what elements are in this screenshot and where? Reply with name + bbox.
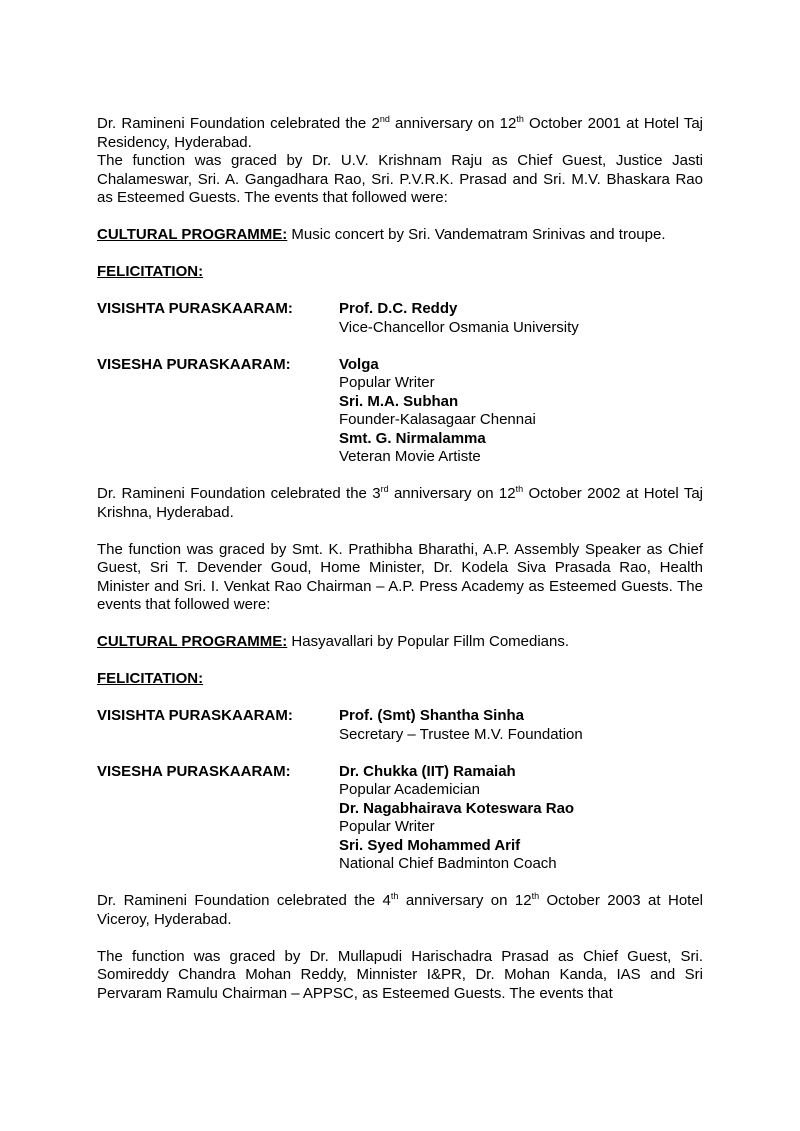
awardee-role: Secretary – Trustee M.V. Foundation [339,725,583,743]
awardee-name: Prof. (Smt) Shantha Sinha [339,707,525,724]
section1-visishta: VISISHTA PURASKAARAM: Prof. D.C. Reddy Vice-Chancellor Osmania University [97,300,703,337]
awardee-name: Dr. Nagabhairava Koteswara Rao [339,799,575,817]
section1-visesha: VISESHA PURASKAARAM: Volga Popular Writer Sri. M.A. Subhan Founder-Kalasagaar Chennai Smt. G. Nirmalamma Veteran Movie Artiste [97,356,703,467]
section2-visesha: VISESHA PURASKAARAM: Dr. Chukka (IIT) Ramaiah Popular Academician Dr. Nagabhairava Koteswara Rao Popular Writer Sri. Syed Mohammed Arif National Chief Badminton Coach [97,763,703,874]
awardee-role: Popular Academician [339,781,480,798]
awardee-role: Popular Writer [339,818,435,835]
section2-function: The function was graced by Smt. K. Prathibha Bharathi, A.P. Assembly Speaker as Chief Guest, Sri T. Devender Goud, Home Minister, Dr. Kodela Siva Prasada Rao, Health Minister and Sri. I. Venkat Rao Chairman – A.P. Press Academy as Esteemed Guests. The events that followed were: [97,540,703,613]
awardee-name: Dr. Chukka (IIT) Ramaiah [339,762,516,780]
cultural-heading: CULTURAL PROGRAMME: [97,633,288,650]
awardee-role: Popular Writer [339,374,435,391]
section2-felicitation: FELICITATION: [97,670,204,687]
section1-intro: Dr. Ramineni Foundation celebrated the 2nd anniversary on 12th October 2001 at Hotel Taj Residency, Hyderabad. [97,114,704,151]
section2-cultural: CULTURAL PROGRAMME: Hasyavallari by Popular Fillm Comedians. [97,633,570,650]
awardee-name: Volga [339,355,379,373]
awardee-role: National Chief Badminton Coach [339,855,557,872]
awardee-role: Veteran Movie Artiste [339,448,481,465]
awardee-name: Smt. G. Nirmalamma [339,429,486,447]
awardee-name: Sri. Syed Mohammed Arif [339,836,521,854]
section2-visishta: VISISHTA PURASKAARAM: Prof. (Smt) Shantha Sinha Secretary – Trustee M.V. Foundation [97,707,703,744]
awardee-name: Prof. D.C. Reddy [339,300,458,317]
section2-intro: Dr. Ramineni Foundation celebrated the 3rd anniversary on 12th October 2002 at Hotel Taj Krishna, Hyderabad. [97,484,704,521]
section1-function: The function was graced by Dr. U.V. Krishnam Raju as Chief Guest, Justice Jasti Chalameswar, Sri. A. Gangadhara Rao, Sri. P.V.R.K. Prasad and Sri. M.V. Bhaskara Rao as Esteemed Guests. The events that followed were: [97,152,703,206]
section1-cultural: CULTURAL PROGRAMME: Music concert by Sri. Vandematram Srinivas and troupe. [97,226,666,243]
section3-function: The function was graced by Dr. Mullapudi Harischadra Prasad as Chief Guest, Sri. Somireddy Chandra Mohan Reddy, Minnister I&PR, Dr. Mohan Kanda, IAS and Sri Pervaram Ramulu Chairman – APPSC, as Esteemed Guests. The events that [97,947,703,1002]
section3-intro: Dr. Ramineni Foundation celebrated the 4th anniversary on 12th October 2003 at Hotel Viceroy, Hyderabad. [97,891,704,928]
section1-felicitation: FELICITATION: [97,263,204,280]
document-page [97,115,703,1003]
awardee-role: Founder-Kalasagaar Chennai [339,411,536,428]
awardee-role: Vice-Chancellor Osmania University [339,318,579,336]
awardee-name: Sri. M.A. Subhan [339,392,459,410]
cultural-heading: CULTURAL PROGRAMME: [97,226,288,243]
